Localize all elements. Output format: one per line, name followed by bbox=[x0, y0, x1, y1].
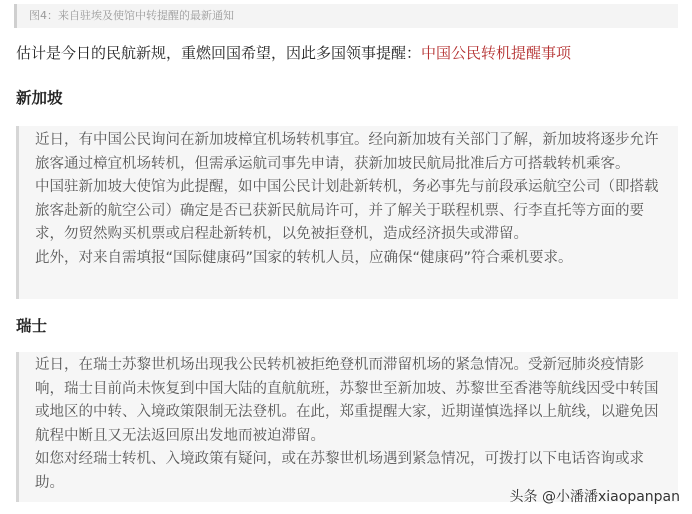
watermark: 头条 @小潘潘xiaopanpan bbox=[509, 489, 680, 505]
intro-text: 估计是今日的民航新规，重燃回国希望，因此多国领事提醒： bbox=[16, 44, 422, 62]
quote-paragraph: 近日，在瑞士苏黎世机场出现我公民转机被拒绝登机而滞留机场的紧急情况。受新冠肺炎疫情影响，瑞士目前尚未恢复到中国大陆的直航航班，苏黎世至新加坡、苏黎世至香港等航线因受中转国或地区的中转、入境政策限制无法登机。在此，郑重提醒大家，近期谨慎选择以上航线，以避免因航程中断且又无法返回原出发地而被迫滞留。 bbox=[35, 357, 659, 444]
quote-paragraph: 中国驻新加坡大使馆为此提醒，如中国公民计划赴新转机，务必事先与前段承运航空公司（即搭载旅客赴新的航空公司）确定是否已获新民航局许可，并了解关于联程机票、行李直托等方面的要求，勿贸然购买机票或启程赴新转机，以免被拒登机，造成经济损失或滞留。 bbox=[35, 179, 659, 242]
section-heading-switzerland: 瑞士 bbox=[16, 317, 48, 335]
blockquote-switzerland bbox=[16, 352, 678, 502]
quote-paragraph: 近日，有中国公民询问在新加坡樟宜机场转机事宜。经向新加坡有关部门了解，新加坡将逐步允许旅客通过樟宜机场转机，但需承运航司事先申请，获新加坡民航局批准后方可搭载转机乘客。 bbox=[35, 132, 659, 172]
blockquote-singapore bbox=[16, 126, 678, 299]
section-heading-singapore: 新加坡 bbox=[16, 89, 63, 107]
intro-paragraph bbox=[16, 42, 680, 64]
image-caption-text: 图4：来自驻埃及使馆中转提醒的最新通知 bbox=[29, 9, 234, 22]
intro-link[interactable]: 中国公民转机提醒事项 bbox=[421, 44, 572, 62]
image-caption bbox=[14, 4, 678, 28]
quote-paragraph: 如您对经瑞士转机、入境政策有疑问，或在苏黎世机场遇到紧急情况，可拨打以下电话咨询或求助。 bbox=[35, 451, 644, 491]
quote-paragraph: 此外，对来自需填报“国际健康码”国家的转机人员，应确保“健康码”符合乘机要求。 bbox=[35, 249, 573, 266]
